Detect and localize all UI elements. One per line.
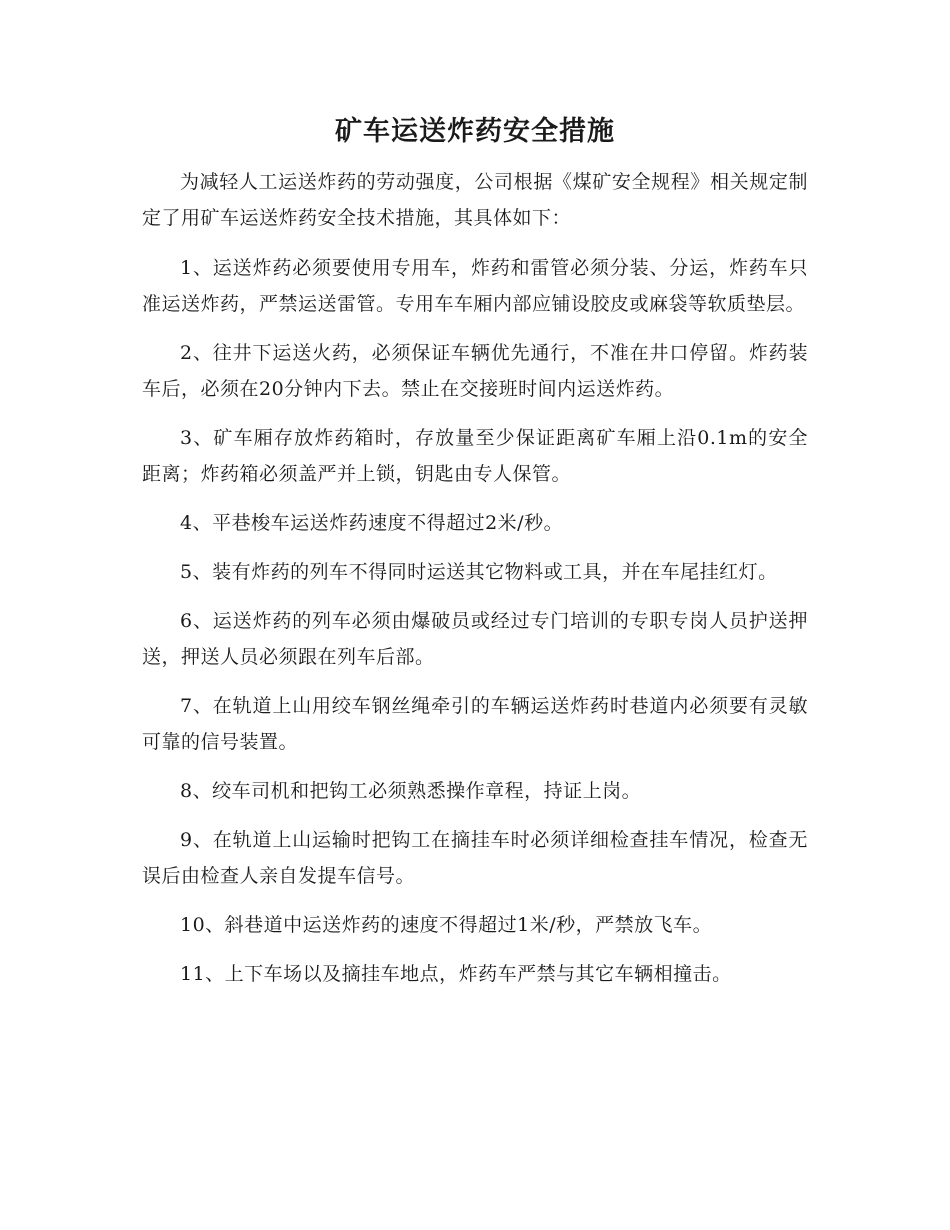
measure-item-8: 8、绞车司机和把钩工必须熟悉操作章程，持证上岗。 [180, 780, 642, 802]
measure-item-2: 2、往井下运送火药，必须保证车辆优先通行，不准在井口停留。炸药装车后，必须在20分钟内下去。禁止在交接班时间内运送炸药。 [142, 342, 808, 400]
document-title: 矿车运送炸药安全措施 [335, 116, 615, 147]
measure-item-5: 5、装有炸药的列车不得同时运送其它物料或工具，并在车尾挂红灯。 [180, 561, 778, 583]
measure-item-1: 1、运送炸药必须要使用专用车，炸药和雷管必须分装、分运，炸药车只准运送炸药，严禁运送雷管。专用车车厢内部应铺设胶皮或麻袋等软质垫层。 [142, 257, 808, 315]
measure-item-11: 11、上下车场以及摘挂车地点，炸药车严禁与其它车辆相撞击。 [180, 963, 732, 985]
measure-item-3: 3、矿车厢存放炸药箱时，存放量至少保证距离矿车厢上沿0.1m的安全距离；炸药箱必须盖严并上锁，钥匙由专人保管。 [142, 427, 808, 485]
measure-item-6: 6、运送炸药的列车必须由爆破员或经过专门培训的专职专岗人员护送押送，押送人员必须跟在列车后部。 [142, 610, 808, 668]
measure-item-9: 9、在轨道上山运输时把钩工在摘挂车时必须详细检查挂车情况，检查无误后由检查人亲自发提车信号。 [142, 829, 808, 887]
intro-paragraph: 为减轻人工运送炸药的劳动强度，公司根据《煤矿安全规程》相关规定制定了用矿车运送炸药安全技术措施，其具体如下： [142, 171, 808, 229]
measure-item-10: 10、斜巷道中运送炸药的速度不得超过1米/秒，严禁放飞车。 [180, 914, 713, 936]
measure-item-4: 4、平巷梭车运送炸药速度不得超过2米/秒。 [180, 512, 564, 534]
measure-item-7: 7、在轨道上山用绞车钢丝绳牵引的车辆运送炸药时巷道内必须要有灵敏可靠的信号装置。 [142, 695, 808, 753]
